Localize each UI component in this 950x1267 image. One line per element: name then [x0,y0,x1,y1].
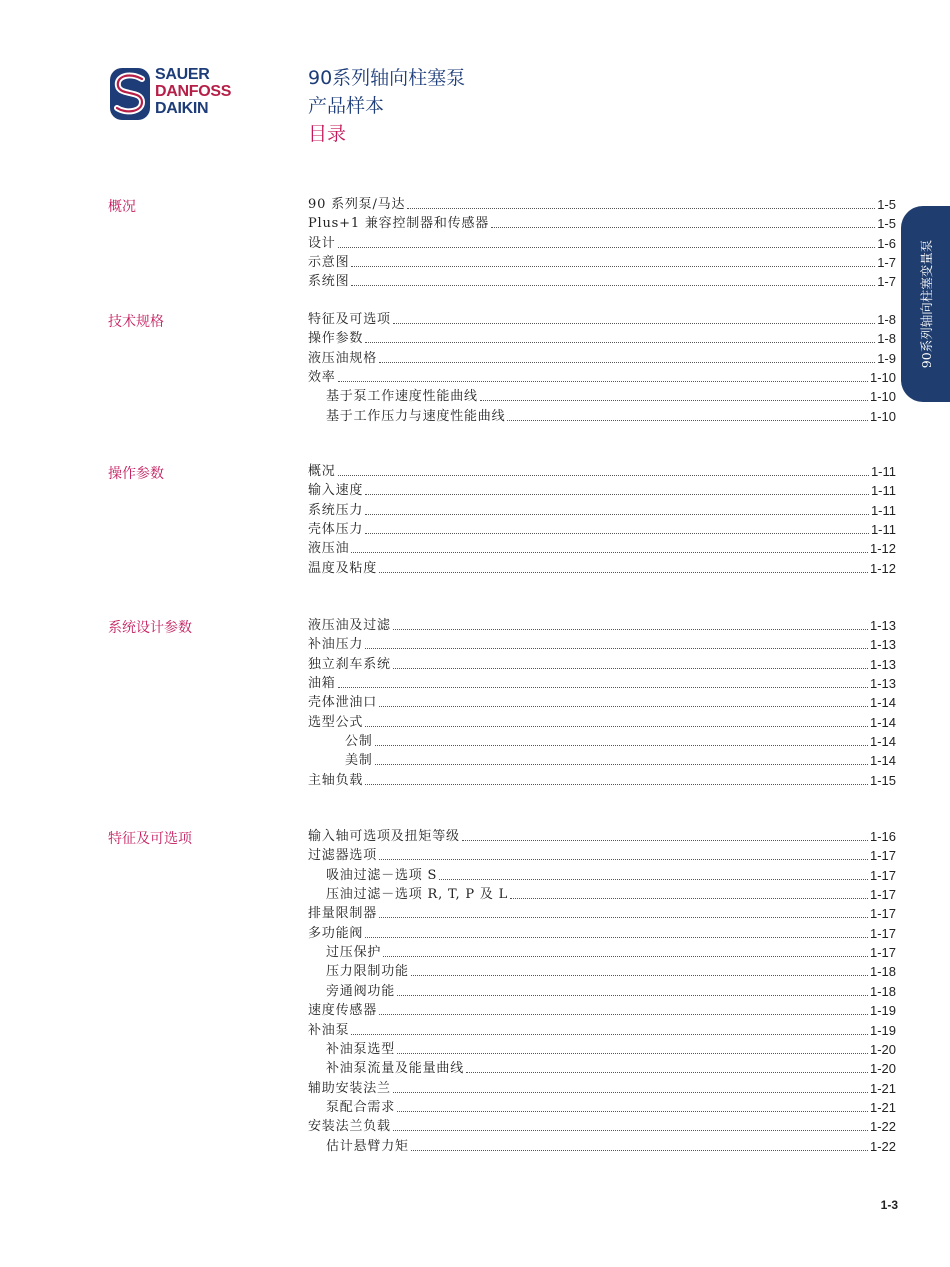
dot-leader [351,552,868,553]
toc-entry[interactable] [308,559,896,578]
toc-entry[interactable] [308,616,896,635]
toc-entry[interactable] [308,539,896,558]
title-line-product: 90系列轴向柱塞泵 [308,67,466,89]
dot-leader [393,1092,868,1093]
toc-entry-label: 输入速度 [308,483,364,499]
dot-leader [510,898,868,899]
toc-entry-page: 1-19 [869,1003,896,1019]
toc-entry-page: 1-8 [877,331,896,347]
dot-leader [338,687,868,688]
toc-entry[interactable] [308,195,896,214]
toc-entry[interactable] [308,827,896,846]
dot-leader [379,706,868,707]
toc-entry[interactable] [308,214,896,233]
toc-entry-page: 1-21 [869,1080,896,1096]
toc-entry[interactable] [345,732,896,751]
toc-entry[interactable] [308,904,896,923]
toc-entry-page: 1-7 [877,255,896,271]
toc-entry-page: 1-11 [870,502,896,518]
dot-leader [351,266,875,267]
toc-entry[interactable] [326,387,896,406]
toc-entry-page: 1-12 [869,541,896,557]
toc-entry-label: 辅助安装法兰 [308,1080,391,1096]
toc-entry-page: 1-10 [869,389,896,405]
section-title: 概况 [108,199,136,215]
toc-entry-label: 补油泵流量及能量曲线 [326,1061,465,1077]
dot-leader [397,1053,868,1054]
dot-leader [379,917,868,918]
toc-entry-page: 1-18 [869,964,896,980]
toc-entry-page: 1-8 [877,312,896,327]
toc-entry[interactable] [308,693,896,712]
toc-entry-page: 1-5 [877,216,896,232]
dot-leader [439,879,868,880]
toc-entry-label: 壳体压力 [308,522,364,538]
dot-leader [365,514,869,515]
toc-entry-label: 油箱 [308,676,336,692]
toc-entry-page: 1-17 [869,945,896,961]
toc-entry-label: 液压油规格 [308,350,378,366]
dot-leader [375,745,868,746]
logo-emblem-icon [108,66,152,122]
dot-leader [379,572,868,573]
toc-entry-page: 1-17 [869,867,896,883]
toc-entry[interactable] [326,885,896,904]
toc-entry-label: 液压油 [308,541,350,557]
toc-entry-label: 补油泵选型 [326,1041,396,1057]
toc-entry-page: 1-11 [870,464,896,479]
toc-entry-label: 补油泵 [308,1022,350,1038]
logo-line-daikin: DAIKIN [155,100,209,117]
section-title: 技术规格 [108,314,164,330]
dot-leader [379,859,868,860]
dot-leader [383,956,868,957]
dot-leader [507,420,868,421]
toc-entry-label: 效率 [308,370,336,386]
toc-entry-page: 1-9 [877,350,896,366]
dot-leader [397,995,868,996]
toc-entry-page: 1-11 [870,522,896,538]
toc-entry-page: 1-17 [869,906,896,922]
toc-entry[interactable] [308,635,896,654]
dot-leader [351,1034,868,1035]
toc-entry-label: 特征及可选项 [308,312,391,327]
toc-entry-page: 1-20 [869,1041,896,1057]
dot-leader [397,1111,868,1112]
toc-entry-label: 基于工作压力与速度性能曲线 [326,408,506,424]
toc-entry-page: 1-22 [869,1119,896,1135]
toc-entry-label: 温度及粘度 [308,560,378,576]
toc-entry[interactable] [308,1001,896,1020]
toc-entry-label: 设计 [308,235,336,251]
toc-entry-label: 选型公式 [308,714,364,730]
dot-leader [338,381,868,382]
dot-leader [393,1130,868,1131]
toc-entry[interactable] [308,310,896,329]
toc-entry[interactable] [326,866,896,885]
toc-entry-label: 多功能阀 [308,925,364,941]
toc-entry[interactable] [308,1021,896,1040]
toc-entry[interactable] [308,501,896,520]
toc-entry[interactable] [308,520,896,539]
toc-entry[interactable] [326,982,896,1001]
toc-entry[interactable] [326,1137,896,1156]
toc-entry-label: 压力限制功能 [326,964,409,980]
toc-entry[interactable] [308,329,896,348]
dot-leader [351,285,875,286]
toc-entry-label: 美制 [345,753,373,769]
toc-entry[interactable] [308,655,896,674]
toc-entry-label: 过压保护 [326,945,382,961]
toc-entry[interactable] [308,1117,896,1136]
logo-line-sauer: SAUER [155,66,210,83]
toc-entry-label: 吸油过滤－选项 S [326,867,438,883]
dot-leader [379,362,875,363]
toc-entry-page: 1-13 [869,656,896,672]
toc-entry-label: 旁通阀功能 [326,983,396,999]
toc-entry[interactable] [308,674,896,693]
toc-entry[interactable] [308,368,896,387]
side-tab-label: 90系列轴向柱塞变量泵 [918,239,934,369]
toc-entry-page: 1-13 [869,637,896,653]
dot-leader [365,648,868,649]
dot-leader [379,1014,868,1015]
title-line-catalog: 产品样本 [308,95,385,117]
toc-entry-label: 独立刹车系统 [308,656,391,672]
toc-entry[interactable] [326,1040,896,1059]
toc-entry[interactable] [308,462,896,481]
toc-entry-page: 1-10 [869,408,896,424]
toc-entry-label: 液压油及过滤 [308,618,391,633]
toc-entry[interactable] [326,962,896,981]
toc-entry[interactable] [326,1059,896,1078]
section-title: 系统设计参数 [108,620,192,636]
toc-entry-label: 示意图 [308,255,350,271]
toc-entry-page: 1-15 [869,772,896,788]
dot-leader [365,937,868,938]
toc-entry-page: 1-11 [870,483,896,499]
toc-entry-page: 1-7 [877,274,896,290]
section-title: 特征及可选项 [108,831,192,847]
toc-entry[interactable] [308,481,896,500]
dot-leader [411,1150,868,1151]
toc-entry[interactable] [308,924,896,943]
page-title [308,64,465,148]
toc-entry-label: 90 系列泵/马达 [308,197,406,212]
toc-entry-label: 系统图 [308,274,350,290]
toc-entry[interactable] [308,713,896,732]
logo-line-danfoss: DANFOSS [155,83,232,100]
dot-leader [393,668,868,669]
toc-entry-label: 壳体泄油口 [308,695,378,711]
toc-entry[interactable] [326,943,896,962]
dot-leader [365,533,869,534]
toc-entry-label: 估计悬臂力矩 [326,1138,409,1154]
toc-entry-page: 1-6 [877,235,896,251]
toc-entry-label: 过滤器选项 [308,848,378,864]
toc-entry-page: 1-18 [869,983,896,999]
toc-entry-page: 1-20 [869,1061,896,1077]
dot-leader [393,323,875,324]
toc-entry[interactable] [308,846,896,865]
toc-entry-page: 1-14 [869,695,896,711]
dot-leader [407,208,875,209]
toc-entry-label: 压油过滤－选项 R, T, P 及 L [326,887,509,903]
toc-entry-label: 公制 [345,734,373,750]
toc-entry-page: 1-14 [869,734,896,750]
toc-entry-label: 泵配合需求 [326,1099,396,1115]
toc-entry-label: 速度传感器 [308,1003,378,1019]
toc-entry-label: Plus+1 兼容控制器和传感器 [308,216,490,232]
toc-entry[interactable] [308,771,896,790]
dot-leader [365,784,868,785]
page-number: 1-3 [880,1198,898,1212]
toc-entry-label: 输入轴可选项及扭矩等级 [308,829,460,844]
side-tab [901,206,950,402]
toc-entry-label: 操作参数 [308,331,364,347]
toc-entry-label: 补油压力 [308,637,364,653]
toc-entry-page: 1-16 [869,829,896,844]
dot-leader [393,629,868,630]
toc-entry[interactable] [308,1079,896,1098]
toc-entry[interactable] [345,751,896,770]
toc-entry[interactable] [326,407,896,426]
toc-entry-page: 1-17 [869,925,896,941]
toc-entry-page: 1-13 [869,618,896,633]
dot-leader [365,342,875,343]
toc-entry-page: 1-5 [877,197,896,212]
dot-leader [462,840,868,841]
toc-entry[interactable] [308,272,896,291]
dot-leader [365,726,868,727]
title-line-contents: 目录 [308,123,347,145]
toc-entry-page: 1-12 [869,560,896,576]
logo-wordmark [155,66,231,117]
toc-entry-page: 1-14 [869,714,896,730]
dot-leader [466,1072,868,1073]
dot-leader [375,764,868,765]
dot-leader [480,400,868,401]
dot-leader [365,494,869,495]
toc-entry-label: 安装法兰负载 [308,1119,391,1135]
toc-entry[interactable] [326,1098,896,1117]
toc-entry-label: 基于泵工作速度性能曲线 [326,389,478,405]
dot-leader [491,227,875,228]
dot-leader [338,247,876,248]
toc-entry[interactable] [308,253,896,272]
toc-entry-page: 1-21 [869,1099,896,1115]
toc-entry-label: 排量限制器 [308,906,378,922]
toc-entry-label: 主轴负载 [308,772,364,788]
dot-leader [338,475,869,476]
toc-entry-page: 1-13 [869,676,896,692]
toc-entry-page: 1-10 [869,370,896,386]
company-logo [108,66,248,122]
toc-entry-page: 1-19 [869,1022,896,1038]
section-title: 操作参数 [108,466,164,482]
toc-entry[interactable] [308,349,896,368]
toc-entry-page: 1-14 [869,753,896,769]
toc-entry[interactable] [308,234,896,253]
toc-entry-page: 1-22 [869,1138,896,1154]
toc-entry-label: 系统压力 [308,502,364,518]
dot-leader [411,975,868,976]
toc-entry-page: 1-17 [869,887,896,903]
toc-entry-page: 1-17 [869,848,896,864]
toc-entry-label: 概况 [308,464,336,479]
